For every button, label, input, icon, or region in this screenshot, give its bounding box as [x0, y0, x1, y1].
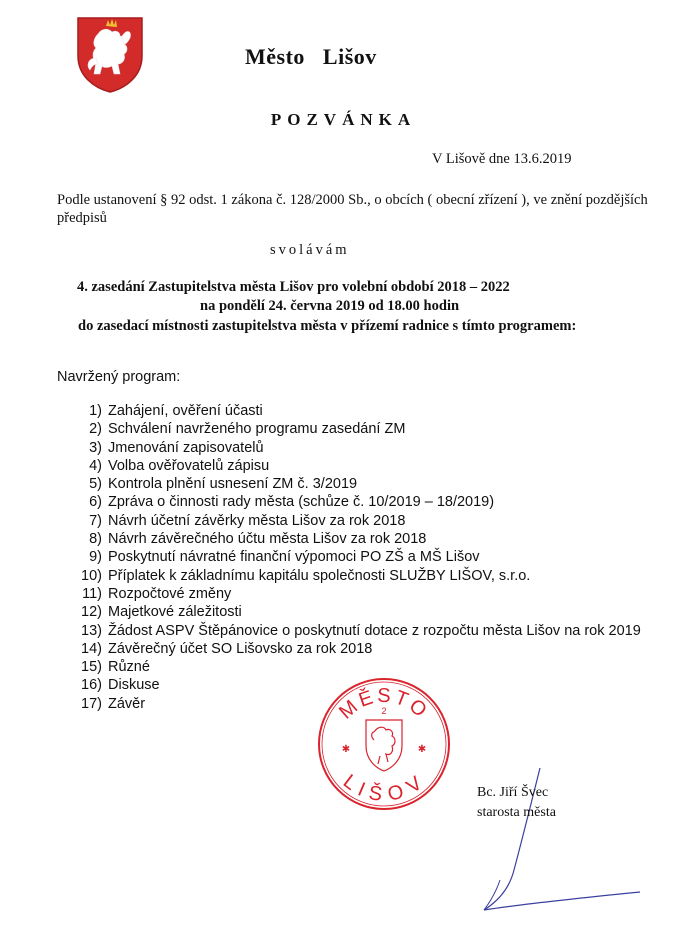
agenda-number: 3) [89, 439, 102, 456]
svg-text:MĚSTO [335, 685, 433, 724]
agenda-number: 10) [81, 567, 102, 584]
agenda-text: Žádost ASPV Štěpánovice o poskytnutí dotace z rozpočtu města Lišov na rok 2019 [108, 622, 641, 639]
agenda-number: 6) [89, 494, 102, 511]
agenda-number: 8) [89, 531, 102, 548]
agenda-number: 9) [89, 549, 102, 566]
agenda-number: 15) [81, 659, 102, 676]
agenda-text: Kontrola plnění usnesení ZM č. 3/2019 [108, 476, 358, 493]
agenda-number: 16) [81, 677, 102, 694]
meeting-line-1: 4. zasedání Zastupitelstva města Lišov pro volební období 2018 – 2022 [77, 279, 510, 295]
agenda-item [76, 512, 641, 530]
agenda-list [76, 402, 641, 713]
stamp-crest-icon [366, 720, 402, 771]
agenda-text: Návrh závěrečného účtu města Lišov za rok 2018 [108, 531, 427, 548]
agenda-item [76, 457, 641, 475]
official-stamp [316, 676, 452, 812]
agenda-item [76, 548, 641, 566]
stamp-star-icon: ✱ [341, 744, 351, 755]
agenda-number: 17) [81, 695, 102, 712]
agenda-number: 1) [89, 403, 102, 419]
agenda-item [76, 402, 641, 420]
stamp-star-icon: ✱ [417, 744, 427, 755]
agenda-number: 12) [81, 604, 102, 621]
agenda-number: 2) [89, 421, 102, 438]
agenda-item [76, 640, 641, 658]
agenda-item [76, 585, 641, 603]
legal-intro: Podle ustanovení § 92 odst. 1 zákona č. 128/2000 Sb., o obcích ( obecní zřízení ), ve znění pozdějších předpisů [57, 192, 648, 226]
agenda-item [76, 603, 641, 621]
signer-name: Bc. Jiří Švec [477, 785, 549, 800]
agenda-text: Volba ověřovatelů zápisu [108, 457, 270, 474]
signer-block [477, 783, 556, 823]
agenda-text: Návrh účetní závěrky města Lišov za rok 2018 [108, 512, 406, 529]
agenda-text: Jmenování zapisovatelů [108, 439, 264, 456]
document-title: POZVÁNKA [270, 110, 417, 129]
agenda-item [76, 439, 641, 457]
agenda-number: 7) [89, 512, 102, 529]
agenda-item [76, 475, 641, 493]
program-label: Navržený program: [57, 369, 181, 385]
agenda-text: Závěr [108, 695, 146, 712]
meeting-line-2: na pondělí 24. června 2019 od 18.00 hodin [200, 298, 460, 314]
agenda-text: Rozpočtové změny [108, 585, 232, 602]
agenda-text: Schválení navrženého programu zasedání ZM [108, 421, 406, 438]
agenda-text: Majetkové záležitosti [108, 604, 242, 621]
agenda-item [76, 658, 641, 676]
agenda-item [76, 420, 641, 438]
agenda-text: Zahájení, ověření účasti [108, 403, 263, 419]
agenda-number: 4) [89, 457, 102, 474]
agenda-text: Poskytnutí návratné finanční výpomoci PO ZŠ a MŠ Lišov [108, 549, 480, 566]
agenda-text: Různé [108, 659, 150, 676]
agenda-number: 11) [82, 585, 102, 602]
town-name: Město Lišov [245, 44, 377, 69]
convene-word: svolávám [270, 242, 350, 258]
agenda-text: Diskuse [108, 677, 160, 694]
stamp-number: 2 [381, 706, 387, 716]
stamp-top-text: MĚSTO [335, 684, 433, 724]
agenda-item [76, 622, 641, 640]
signer-role: starosta města [477, 805, 556, 820]
agenda-text: Zpráva o činnosti rady města (schůze č. 10/2019 – 18/2019) [108, 494, 495, 511]
agenda-item [76, 530, 641, 548]
meeting-line-3: do zasedací místnosti zastupitelstva města v přízemí radnice s tímto programem: [78, 318, 577, 334]
agenda-number: 14) [81, 640, 102, 657]
agenda-text: Závěrečný účet SO Lišovsko za rok 2018 [108, 640, 373, 657]
agenda-item [76, 567, 641, 585]
stamp-bottom-text: LIŠOV [339, 770, 429, 806]
agenda-number: 13) [81, 622, 102, 639]
dateline: V Lišově dne 13.6.2019 [432, 151, 572, 167]
agenda-text: Příplatek k základnímu kapitálu společnosti SLUŽBY LIŠOV, s.r.o. [108, 567, 531, 584]
coat-of-arms-logo [74, 14, 146, 94]
agenda-item [76, 493, 641, 511]
agenda-number: 5) [89, 476, 102, 493]
